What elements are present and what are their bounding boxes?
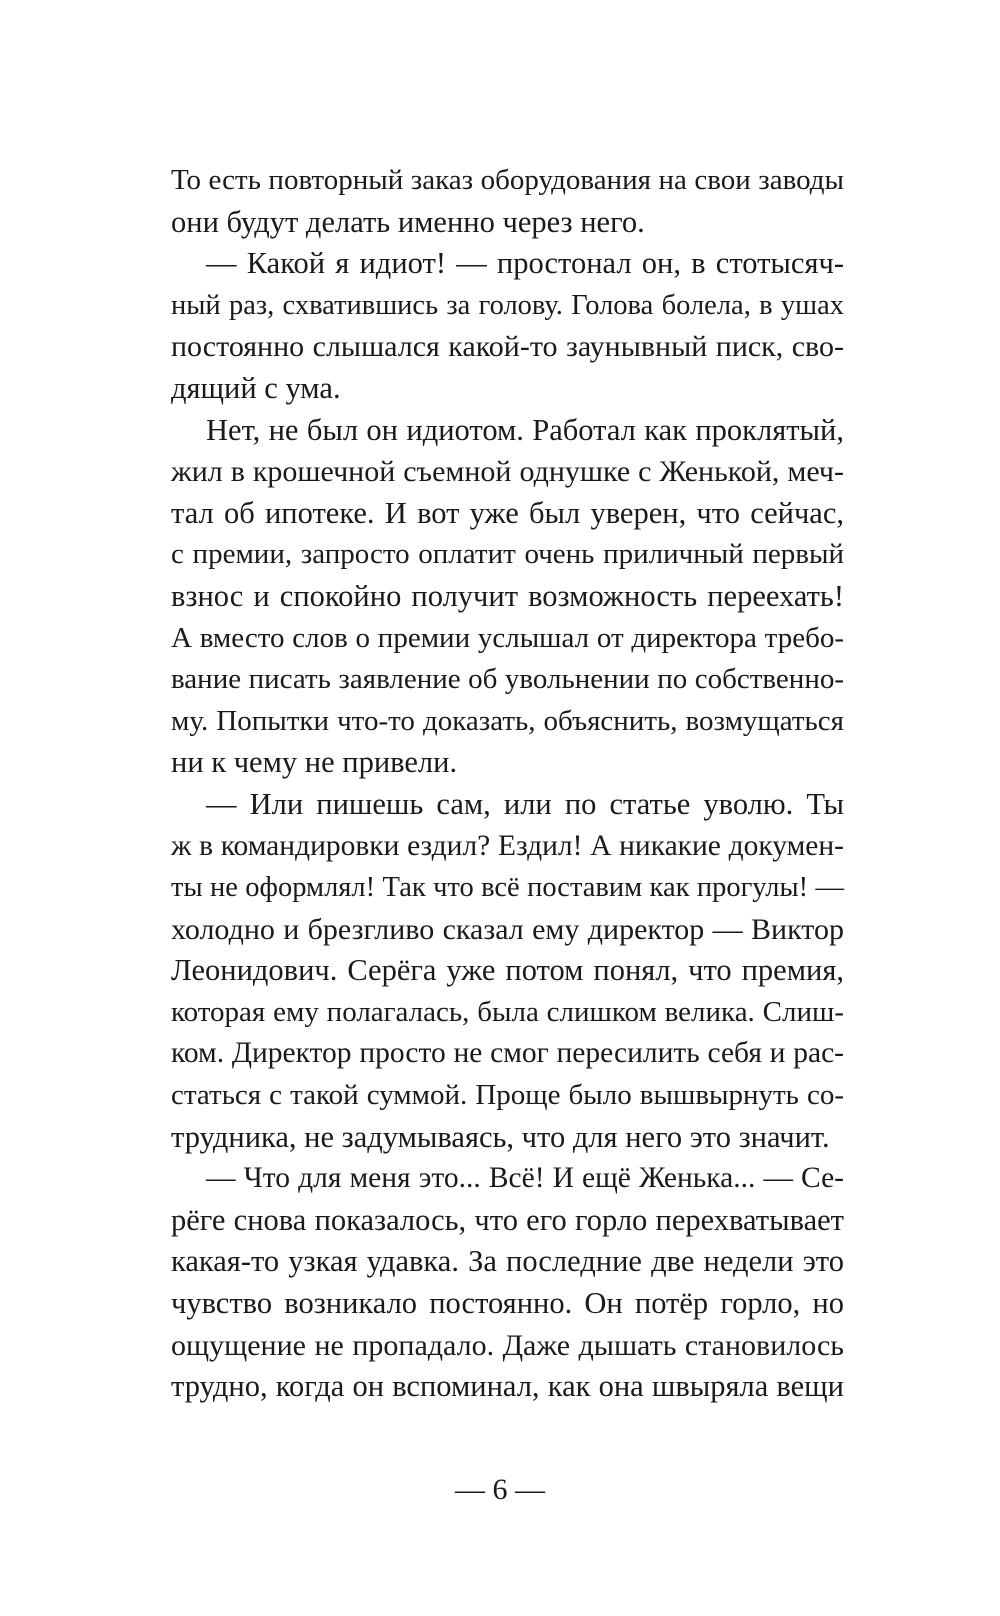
text-line: взнос и спокойно получит возможность переехать! xyxy=(171,578,844,613)
text-line: му. Попытки что-то доказать, объяснить, возмущаться xyxy=(171,704,844,737)
text-line: — Какой я идиот! — простонал он, в стотысяч- xyxy=(206,246,844,281)
body-text xyxy=(171,160,844,1408)
text-line: холодно и брезгливо сказал ему директор — Виктор xyxy=(171,912,844,946)
text-line: А вместо слов о премии услышал от директора требо- xyxy=(171,621,844,654)
text-line: ком. Директор просто не смог пересилить себя и рас- xyxy=(171,1037,844,1070)
text-line: которая ему полагалась, была слишком велика. Слиш- xyxy=(171,995,844,1028)
text-line: с премии, запросто оплатит очень приличный первый xyxy=(171,538,844,571)
text-line: — Или пишешь сам, или по статье уволю. Ты xyxy=(206,786,844,821)
text-line: ты не оформлял! Так что всё поставим как прогулы! — xyxy=(171,872,844,904)
text-line: дящий с ума. xyxy=(171,370,341,405)
text-line: ный раз, схватившись за голову. Голова болела, в ушах xyxy=(171,289,844,321)
text-line: Нет, не был он идиотом. Работал как проклятый, xyxy=(206,412,844,447)
text-line: они будут делать именно через него. xyxy=(171,204,645,239)
page-number: — 6 — xyxy=(455,1473,545,1506)
text-line: — Что для меня это... Всё! И ещё Женька... — Се- xyxy=(206,1162,844,1195)
text-line: ни к чему не привели. xyxy=(171,745,458,780)
text-line: чувство возникало постоянно. Он потёр горло, но xyxy=(171,1286,844,1321)
text-line: какая-то узкая удавка. За последние две недели это xyxy=(171,1244,844,1279)
text-line: То есть повторный заказ оборудования на свои заводы xyxy=(171,164,844,196)
text-line: вание писать заявление об увольнении по собственно- xyxy=(171,663,844,696)
text-line: ощущение не пропадало. Даже дышать становилось xyxy=(171,1328,844,1362)
text-line: рёге снова показалось, что его горло перехватывает xyxy=(171,1202,844,1237)
text-line: ж в командировки ездил? Ездил! А никакие докумен- xyxy=(171,829,844,862)
text-line: тал об ипотеке. И вот уже был уверен, что сейчас, xyxy=(171,495,844,530)
text-line: постоянно слышался какой-то заунывный писк, сво- xyxy=(171,330,844,364)
text-line: Леонидович. Серёга уже потом понял, что премия, xyxy=(171,953,844,988)
text-line: трудно, когда он вспоминал, как она швыряла вещи xyxy=(171,1369,844,1404)
text-line: жил в крошечной съемной однушке с Женькой, меч- xyxy=(171,455,844,489)
text-line: статься с такой суммой. Проще было вышвырнуть со- xyxy=(171,1079,844,1112)
text-line: трудника, не задумываясь, что для него это значит. xyxy=(171,1119,830,1154)
